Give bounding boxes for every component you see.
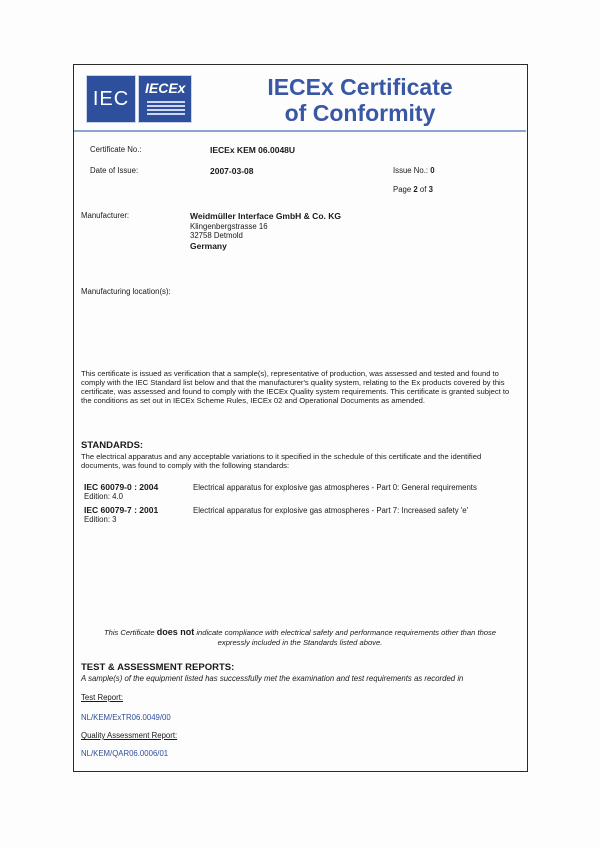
logo-group <box>86 75 192 123</box>
disclaimer-emphasis: does not <box>156 627 195 637</box>
date-of-issue-value: 2007-03-08 <box>210 166 254 176</box>
standard-desc-2: Electrical apparatus for explosive gas atmospheres - Part 7: Increased safety 'e' <box>193 506 469 515</box>
page-prefix: Page <box>393 185 412 194</box>
manufacturer-country: Germany <box>190 241 227 251</box>
standards-intro: The electrical apparatus and any acceptable variations to it specified in the schedule of this certificate and the identified documents, was found to comply with the following standards: <box>81 452 482 470</box>
qa-report-label: Quality Assessment Report: <box>81 731 178 740</box>
standards-heading: STANDARDS: <box>81 440 144 451</box>
page-title <box>200 74 520 126</box>
qa-report-link[interactable]: NL/KEM/QAR06.0006/01 <box>81 749 169 758</box>
issue-no-value: 0 <box>430 166 435 175</box>
manufacturer-label: Manufacturer: <box>81 211 130 220</box>
manufacturer-name: Weidmüller Interface GmbH & Co. KG <box>190 211 341 221</box>
issue-no <box>393 166 435 175</box>
disclaimer <box>84 627 516 648</box>
iecex-logo <box>138 75 192 123</box>
verification-text: This certificate is issued as verification that a sample(s), representative of production, was assessed and tested and found to comply with the IEC Standard list below and that the manufacturer's quality system, relating to the Ex products covered by this certificate, was assessed and found to comply with the IECEx Quality system requirements. This certificate is granted subject to the conditions as set out in IECEx Scheme Rules, IECEx 02 and Operational Documents as amended. <box>81 369 510 405</box>
page-total: 3 <box>428 185 433 194</box>
standard-edition-1: Edition: 4.0 <box>84 492 124 501</box>
disclaimer-prefix: This Certificate <box>103 628 155 637</box>
title-line-1: IECEx Certificate <box>267 74 453 100</box>
disclaimer-line-2: expressly included in the Standards listed above. <box>217 638 383 647</box>
standard-code-1: IEC 60079-0 : 2004 <box>84 482 159 492</box>
date-of-issue-label: Date of Issue: <box>90 166 139 175</box>
manufacturer-city: 32758 Detmold <box>190 231 243 240</box>
test-reports-heading: TEST & ASSESSMENT REPORTS: <box>81 662 235 673</box>
page-current: 2 <box>413 185 418 194</box>
manufacturer-street: Klingenbergstrasse 16 <box>190 222 268 231</box>
certificate-no-label: Certificate No.: <box>90 145 142 154</box>
iecex-logo-stripes <box>147 101 185 117</box>
iecex-logo-text: IECEx <box>145 80 186 96</box>
standard-code-2: IEC 60079-7 : 2001 <box>84 505 159 515</box>
test-reports-intro: A sample(s) of the equipment listed has successfully met the examination and test requirements as recorded in <box>81 674 464 683</box>
test-report-label: Test Report: <box>81 693 124 702</box>
standard-edition-2: Edition: 3 <box>84 515 117 524</box>
iec-logo <box>86 75 136 123</box>
iec-logo-text: IEC <box>92 87 130 110</box>
page-of: of <box>419 185 427 194</box>
header-divider <box>74 130 526 132</box>
page-number <box>393 185 433 194</box>
title-line-2: of Conformity <box>284 100 436 126</box>
test-report-link[interactable]: NL/KEM/ExTR06.0049/00 <box>81 713 171 722</box>
issue-no-label: Issue No.: <box>393 166 429 175</box>
disclaimer-suffix: indicate compliance with electrical safety and performance requirements other than those <box>196 628 497 637</box>
standard-desc-1: Electrical apparatus for explosive gas atmospheres - Part 0: General requirements <box>193 483 477 492</box>
manufacturing-location-label: Manufacturing location(s): <box>81 287 171 296</box>
certificate-no-value: IECEx KEM 06.0048U <box>210 145 296 155</box>
